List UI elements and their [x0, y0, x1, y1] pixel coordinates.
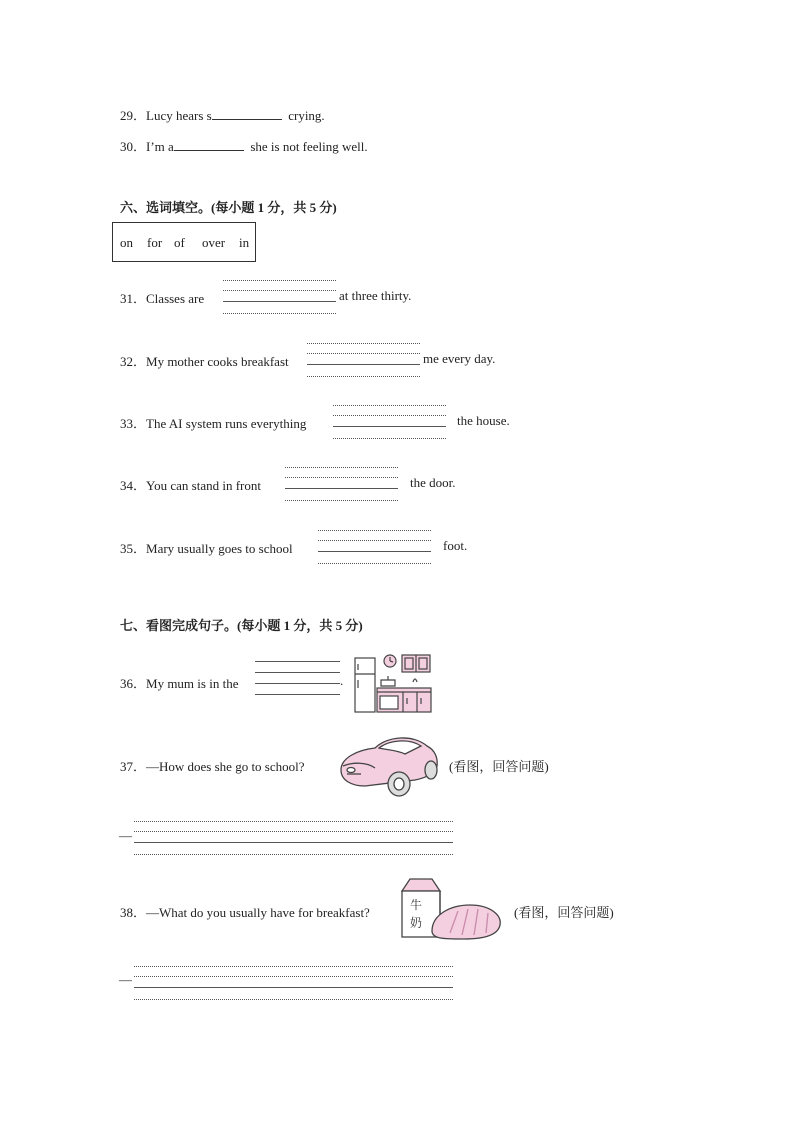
question-text: —How does she go to school? — [146, 759, 305, 774]
question-text: crying. — [288, 108, 325, 123]
question-text: Mary usually goes to school — [146, 541, 293, 556]
word-bank-word: on — [120, 235, 133, 250]
question-text: foot. — [443, 538, 468, 553]
four-line-blank[interactable] — [255, 661, 340, 695]
four-line-blank[interactable] — [285, 467, 398, 501]
answer-dash: — — [119, 828, 132, 843]
question-38 — [120, 902, 370, 921]
question-33 — [120, 413, 306, 432]
milk-label-1: 牛 — [410, 898, 423, 912]
question-number: 34． — [120, 478, 147, 493]
question-31 — [120, 288, 204, 307]
question-number: 35． — [120, 541, 147, 556]
four-line-blank[interactable] — [318, 530, 431, 564]
question-text: she is not feeling well. — [250, 139, 368, 154]
question-text: My mother cooks breakfast — [146, 354, 289, 369]
word-bank-word: of — [174, 235, 185, 250]
section-seven-heading: 七、看图完成句子。(每小题 1 分，共 5 分) — [120, 618, 363, 633]
four-line-blank[interactable] — [223, 280, 336, 314]
question-text: the door. — [410, 475, 456, 490]
question-34 — [120, 475, 261, 494]
question-number: 32． — [120, 354, 147, 369]
question-text: The AI system runs everything — [146, 416, 307, 431]
question-29 — [120, 105, 325, 124]
section-six-heading: 六、选词填空。(每小题 1 分，共 5 分) — [120, 200, 337, 215]
question-number: 36． — [120, 676, 147, 691]
car-picture — [335, 728, 440, 800]
answer-dash: — — [119, 972, 132, 987]
word-bank-word: in — [239, 235, 250, 250]
question-36 — [120, 673, 238, 692]
question-text: at three thirty. — [339, 288, 412, 303]
question-text: Lucy hears s — [146, 108, 212, 123]
question-number: 30． — [120, 139, 147, 154]
question-number: 38． — [120, 905, 147, 920]
answer-blank[interactable] — [212, 107, 282, 120]
question-35 — [120, 538, 293, 557]
answer-lines[interactable] — [134, 821, 453, 855]
question-text: . — [340, 673, 344, 688]
breakfast-picture — [398, 875, 504, 943]
four-line-blank[interactable] — [307, 343, 420, 377]
question-text: You can stand in front — [146, 478, 261, 493]
word-bank-word: over — [202, 235, 226, 250]
word-bank-box — [112, 222, 256, 262]
question-number: 33． — [120, 416, 147, 431]
question-number: 31． — [120, 291, 147, 306]
question-text: —What do you usually have for breakfast? — [146, 905, 370, 920]
question-text: I’m a — [146, 139, 174, 154]
question-text: My mum is in the — [146, 676, 239, 691]
question-number: 29． — [120, 108, 147, 123]
question-text: the house. — [457, 413, 510, 428]
question-text: me every day. — [423, 351, 496, 366]
kitchen-picture — [353, 652, 433, 714]
question-32 — [120, 351, 289, 370]
question-text: Classes are — [146, 291, 205, 306]
picture-hint: (看图，回答问题) — [449, 759, 549, 774]
word-bank-word: for — [147, 235, 163, 250]
milk-label-2: 奶 — [410, 916, 423, 930]
question-number: 37． — [120, 759, 147, 774]
answer-lines[interactable] — [134, 966, 453, 1000]
picture-hint: (看图，回答问题) — [514, 905, 614, 920]
answer-blank[interactable] — [174, 138, 244, 151]
four-line-blank[interactable] — [333, 405, 446, 439]
question-37 — [120, 756, 305, 775]
question-30 — [120, 136, 368, 155]
